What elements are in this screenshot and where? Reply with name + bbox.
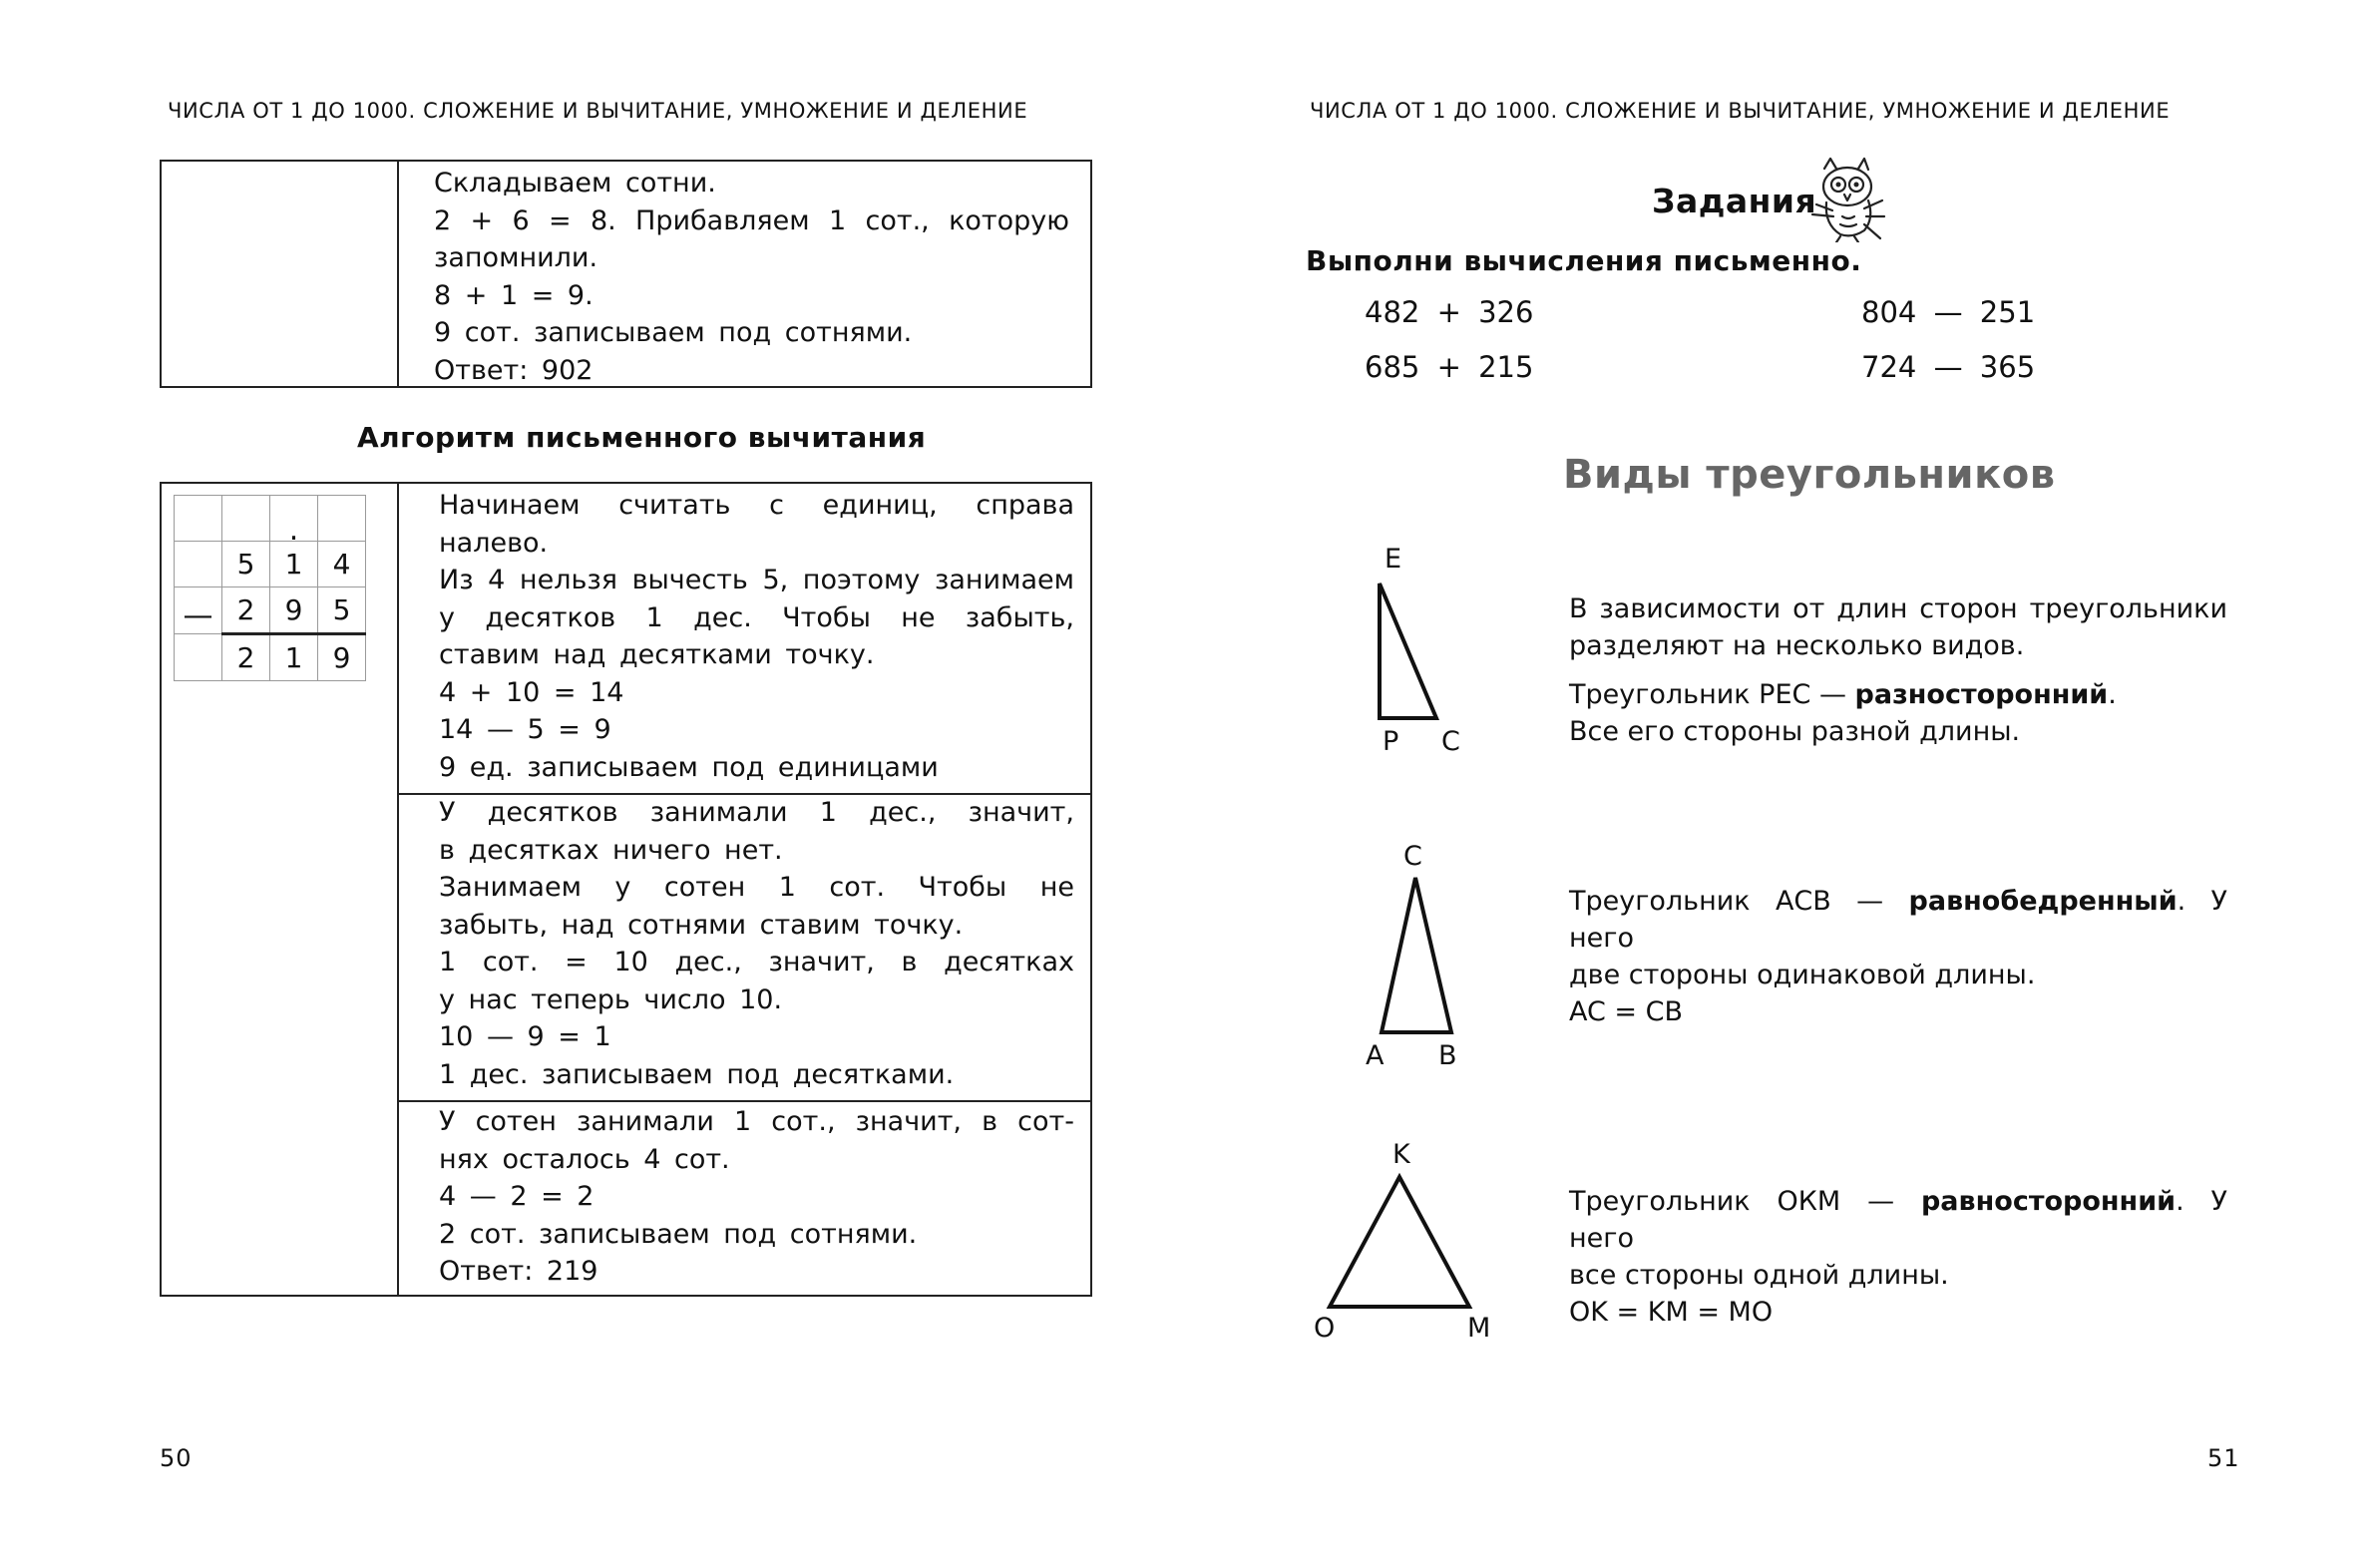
- text-line: 9 ед. записываем под единицами: [439, 751, 939, 783]
- borrow-dot: .: [270, 496, 318, 542]
- text-line: ставим над десятками точку.: [439, 639, 875, 670]
- text-line: нях осталось 4 сот.: [439, 1143, 730, 1175]
- vertex-label: K: [1392, 1139, 1410, 1170]
- addition-table: [160, 160, 1092, 388]
- text-line: 1 сот. = 10 дес., значит, в десятках: [439, 947, 1074, 977]
- text-line: В зависимости от длин сторон треугольники: [1569, 593, 2227, 624]
- task-item: 482 + 326: [1365, 295, 1534, 329]
- text-line: Складываем сотни.: [434, 168, 716, 198]
- text-line: 14 — 5 = 9: [439, 714, 611, 745]
- text-line: Ответ: 902: [434, 354, 594, 386]
- text-line: У сотен занимали 1 сот., значит, в сот-: [439, 1106, 1074, 1137]
- vertex-label: B: [1438, 1040, 1457, 1071]
- vertex-label: M: [1467, 1313, 1491, 1344]
- digit: 1: [270, 634, 318, 681]
- text-line: 4 — 2 = 2: [439, 1181, 595, 1212]
- step-1-text: [439, 487, 1074, 786]
- text-line: две стороны одинаковой длины.: [1569, 960, 2036, 990]
- running-head: ЧИСЛА ОТ 1 ДО 1000. СЛОЖЕНИЕ И ВЫЧИТАНИЕ, УМНОЖЕНИЕ И ДЕЛЕНИЕ: [1310, 99, 2171, 123]
- equilateral-description: [1569, 1183, 2227, 1331]
- digit: 1: [270, 542, 318, 587]
- task-instruction: Выполни вычисления письменно.: [1306, 244, 1862, 277]
- digit: 9: [270, 587, 318, 634]
- tasks-title: Задания: [1652, 182, 1817, 220]
- subtraction-heading: Алгоритм письменного вычитания: [357, 421, 927, 454]
- digit: 2: [222, 587, 270, 634]
- vertex-label: P: [1383, 726, 1399, 757]
- triangle-type: равнобедренный: [1908, 886, 2178, 917]
- owl-mascot-icon: [1806, 155, 1888, 242]
- text-line: У десятков занимали 1 дес., значит,: [439, 797, 1074, 828]
- text-line: Ответ: 219: [439, 1256, 598, 1287]
- text-line: у нас теперь число 10.: [439, 983, 783, 1015]
- text-line: 10 — 9 = 1: [439, 1021, 611, 1052]
- task-item: 685 + 215: [1365, 350, 1534, 384]
- digit: 5: [222, 542, 270, 587]
- text-line: забыть, над сотнями ставим точку.: [439, 909, 964, 941]
- triangle-type-line: Треугольник ОКМ — равносторонний. У него: [1569, 1186, 2227, 1254]
- step-3-text: [439, 1103, 1074, 1291]
- isosceles-triangle: [1372, 868, 1461, 1037]
- text-line: 2 сот. записываем под сотнями.: [439, 1218, 918, 1250]
- triangle-type-line: Треугольник PEC — разносторонний.: [1569, 679, 2117, 710]
- text-line: разделяют на несколько видов.: [1569, 630, 2025, 661]
- text-line: у десятков 1 дес. Чтобы не забыть,: [439, 601, 1074, 633]
- digit: 2: [222, 634, 270, 681]
- task-item: 724 — 365: [1861, 350, 2036, 384]
- digit: 4: [318, 542, 366, 587]
- vertex-label: A: [1366, 1040, 1385, 1071]
- text-line: 1 дес. записываем под десятками.: [439, 1058, 955, 1090]
- text-line: Из 4 нельзя вычесть 5, поэтому занимаем: [439, 565, 1074, 595]
- running-head: ЧИСЛА ОТ 1 ДО 1000. СЛОЖЕНИЕ И ВЫЧИТАНИЕ, УМНОЖЕНИЕ И ДЕЛЕНИЕ: [168, 99, 1028, 123]
- equilateral-triangle: [1320, 1169, 1479, 1319]
- text-line: запомнили.: [434, 242, 598, 273]
- text-line: Начинаем считать с единиц, справа: [439, 490, 1074, 521]
- right-page: [1190, 0, 2380, 1561]
- triangle-type-line: Треугольник АСВ — равнобедренный. У него: [1569, 886, 2227, 954]
- triangle-intro: [1569, 590, 2227, 750]
- text-line: 9 сот. записываем под сотнями.: [434, 317, 913, 348]
- triangle-type: разносторонний: [1854, 679, 2109, 710]
- subtraction-table: [160, 482, 1092, 1297]
- text-line: Все его стороны разной длины.: [1569, 716, 2021, 747]
- text-line: AC = CB: [1569, 996, 1684, 1027]
- text-line: 4 + 10 = 14: [439, 676, 624, 708]
- digit: 9: [318, 634, 366, 681]
- digit: 5: [318, 587, 366, 634]
- step-2-text: [439, 794, 1074, 1093]
- section-title: Виды треугольников: [1563, 452, 2056, 498]
- vertex-label: C: [1403, 841, 1422, 872]
- vertex-label: C: [1441, 726, 1460, 757]
- text-line: OK = KM = MO: [1569, 1297, 1774, 1328]
- text-line: в десятках ничего нет.: [439, 834, 783, 866]
- column-subtraction-grid: [174, 495, 366, 681]
- text-line: Занимаем у сотен 1 сот. Чтобы не: [439, 872, 1074, 903]
- task-item: 804 — 251: [1861, 295, 2036, 329]
- vertex-label: O: [1314, 1313, 1336, 1344]
- text-line: налево.: [439, 527, 549, 559]
- vertex-label: E: [1385, 544, 1402, 575]
- page-number: 51: [2207, 1444, 2240, 1472]
- page-number: 50: [160, 1444, 193, 1472]
- triangle-type: равносторонний: [1920, 1186, 2177, 1217]
- text-line: 2 + 6 = 8. Прибавляем 1 сот., которую: [434, 204, 1069, 236]
- scalene-triangle: [1370, 569, 1449, 728]
- text-line: 8 + 1 = 9.: [434, 279, 594, 311]
- text-line: все стороны одной длины.: [1569, 1260, 1949, 1291]
- isosceles-description: [1569, 883, 2227, 1030]
- minus-sign: —: [175, 587, 222, 634]
- addition-text: [434, 165, 1069, 389]
